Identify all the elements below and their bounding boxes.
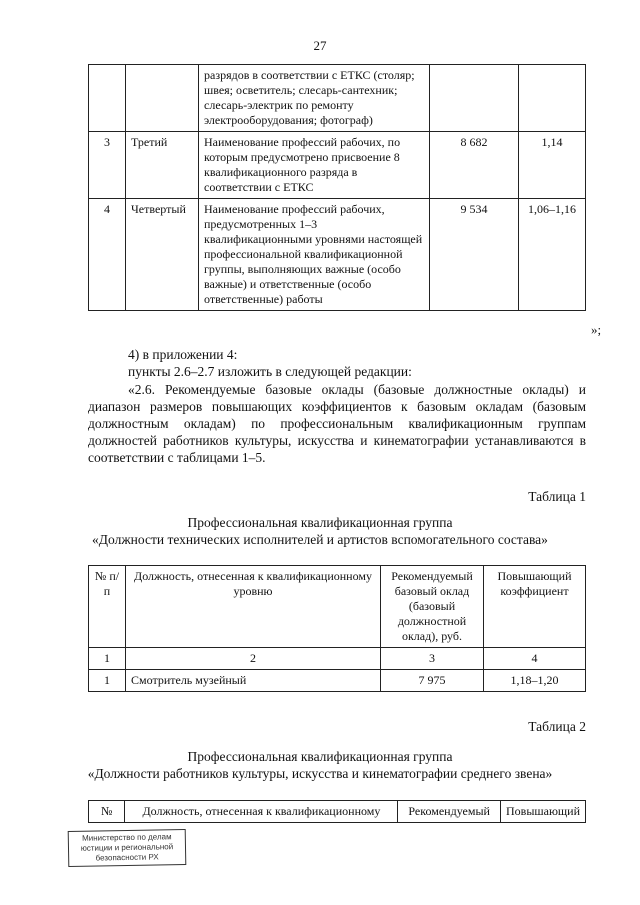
stamp-line: безопасности РХ [95, 852, 159, 863]
table-row [89, 199, 586, 311]
points-text: пункты 2.6–2.7 изложить в следующей редакции: [128, 364, 412, 379]
cell-position: Смотритель музейный [126, 670, 381, 692]
stamp-line: юстиции и региональной [80, 842, 174, 853]
table1-title: Профессиональная квалификационная группа [187, 515, 453, 530]
header-num: № [89, 801, 125, 823]
header-salary: Рекомендуемый базовый оклад (базовый должностной оклад), руб. [381, 566, 484, 648]
cell-coef [519, 65, 586, 132]
cell-name: разрядов в соответствии с ЕТКС (столяр; швея; осветитель; слесарь-сантехник; слесарь-электрик по ремонту электрооборудования; фотограф) [199, 65, 430, 132]
index-cell: 1 [89, 648, 126, 670]
cell-num [89, 65, 126, 132]
header-salary: Рекомендуемый [398, 801, 501, 823]
index-cell: 3 [381, 648, 484, 670]
stamp-line: Министерство по делам [82, 832, 172, 843]
table-row [89, 65, 586, 132]
cell-salary: 8 682 [430, 132, 519, 199]
cell-level [126, 65, 199, 132]
index-cell: 4 [484, 648, 586, 670]
header-coef: Повышающий коэффициент [484, 566, 586, 648]
cell-salary: 7 975 [381, 670, 484, 692]
table-top [88, 64, 586, 311]
table1-subtitle: «Должности технических исполнителей и артистов вспомогательного состава» [92, 532, 548, 547]
table-header-row [89, 801, 586, 823]
cell-name: Наименование профессий рабочих, предусмотренных 1–3 квалификационными уровнями настоящей профессиональной квалификационной группы, выполняющих важные (особо важные) и ответственные (особо ответственные) работы [199, 199, 430, 311]
cell-name: Наименование профессий рабочих, по которым предусмотрено присвоение 8 квалификационного разряда в соответствии с ЕТКС [199, 132, 430, 199]
paragraph-2-6: «2.6. Рекомендуемые базовые оклады (базовые должностные оклады) и диапазон размеров повышающих коэффициентов к базовым окладам (базовым должностным окладам) по профессиональным квалификационным группам должностей работников культуры, искусства и кинематографии устанавливаются в соответствии с таблицами 1–5. [88, 382, 586, 465]
page-number: 27 [313, 38, 327, 53]
cell-num: 4 [89, 199, 126, 311]
header-position: Должность, отнесенная к квалификационному уровню [126, 566, 381, 648]
cell-coef: 1,06–1,16 [519, 199, 586, 311]
cell-level: Четвертый [126, 199, 199, 311]
index-cell: 2 [126, 648, 381, 670]
table-header-row [89, 566, 586, 648]
cell-num: 3 [89, 132, 126, 199]
cell-coef: 1,18–1,20 [484, 670, 586, 692]
cell-coef: 1,14 [519, 132, 586, 199]
item-4: 4) в приложении 4: [128, 347, 238, 362]
table2-label: Таблица 2 [528, 719, 586, 734]
header-position: Должность, отнесенная к квалификационному [125, 801, 398, 823]
table-1 [88, 565, 586, 692]
table-row [89, 670, 586, 692]
table2-subtitle: «Должности работников культуры, искусства и кинематографии среднего звена» [87, 766, 553, 781]
table2-title: Профессиональная квалификационная группа [187, 749, 453, 764]
table-row [89, 132, 586, 199]
ministry-stamp [68, 829, 187, 867]
cell-salary [430, 65, 519, 132]
closing-quote: »; [591, 322, 602, 337]
table-index-row [89, 648, 586, 670]
header-coef: Повышающий [500, 801, 585, 823]
table-2 [88, 800, 586, 823]
cell-salary: 9 534 [430, 199, 519, 311]
table1-label: Таблица 1 [528, 489, 586, 504]
cell-num: 1 [89, 670, 126, 692]
header-num: № п/п [89, 566, 126, 648]
cell-level: Третий [126, 132, 199, 199]
